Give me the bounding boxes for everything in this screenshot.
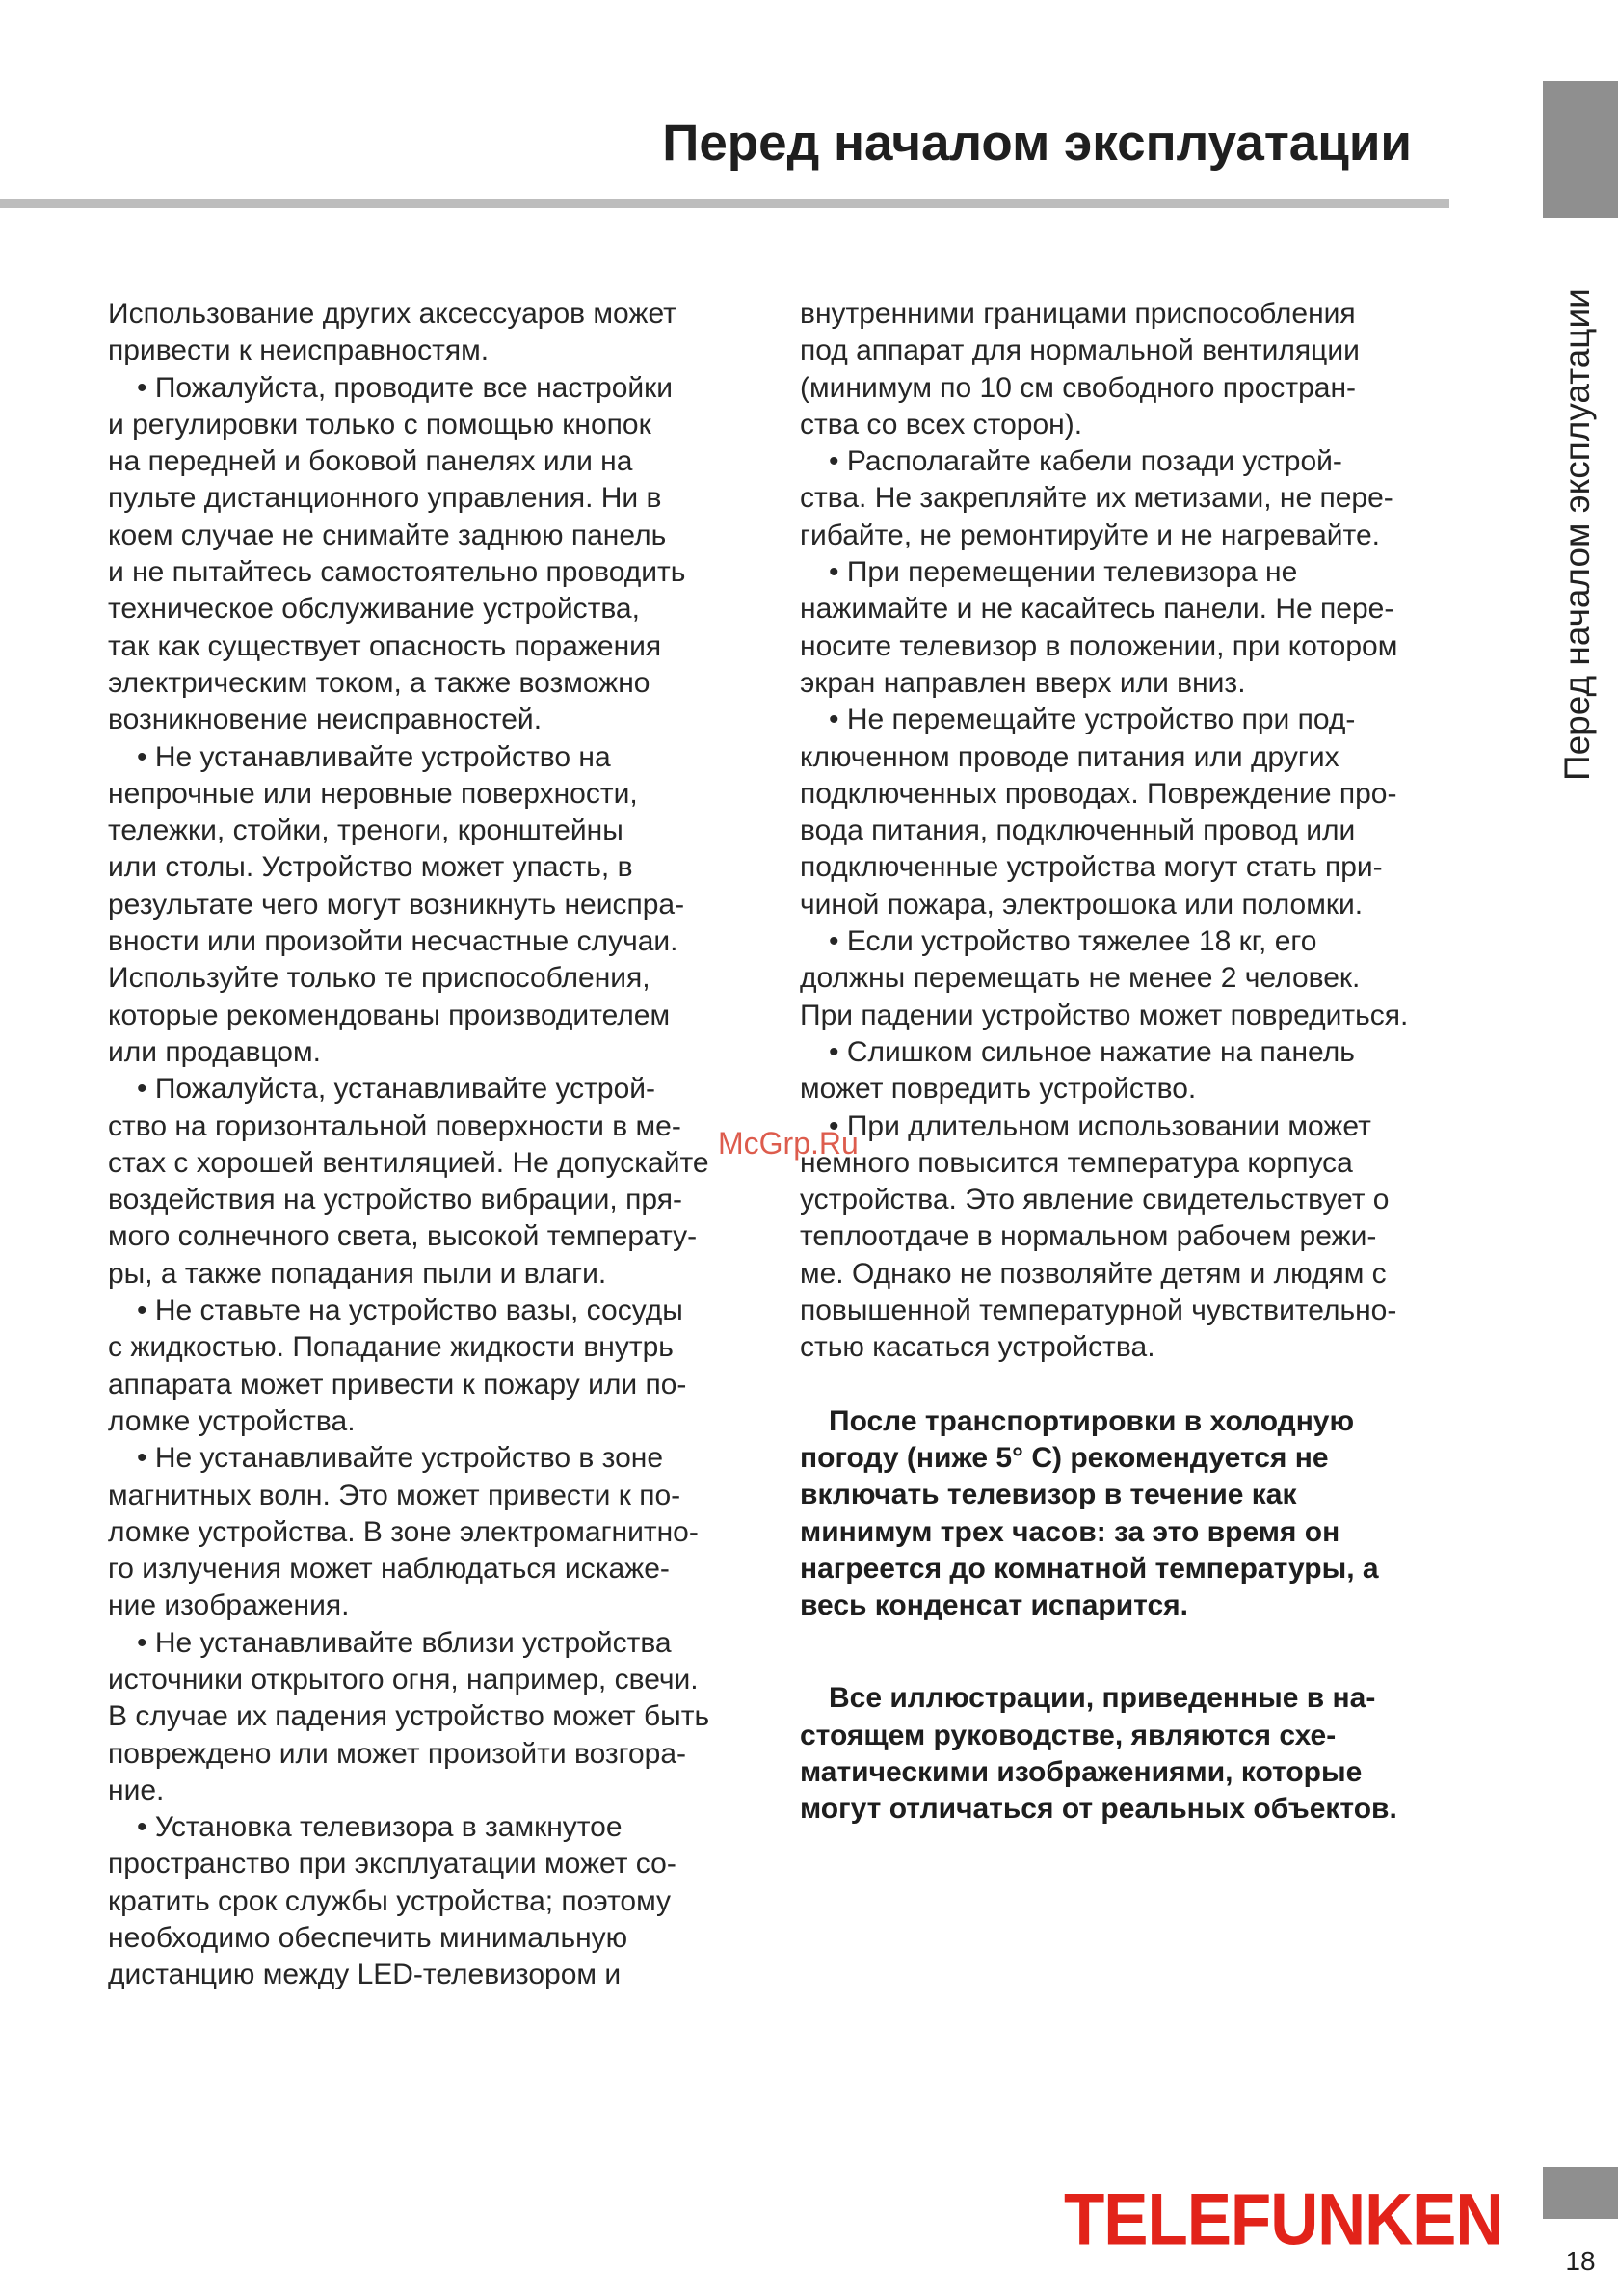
text-line: так как существует опасность поражения (108, 629, 662, 662)
text-line: нагреется до комнатной температуры, а (800, 1552, 1379, 1585)
right-column-body (800, 296, 1465, 1367)
text-line: • Не ставьте на устройство вазы, сосуды (137, 1295, 683, 1327)
text-line: и не пытайтесь самостоятельно проводить (108, 556, 686, 589)
text-line: коем случае не снимайте заднюю панель (108, 519, 667, 551)
text-line: ломке устройства. В зоне электромагнитно- (108, 1515, 699, 1548)
text-line: на передней и боковой панелях или на (108, 445, 633, 478)
text-line: которые рекомендованы производителем (108, 999, 671, 1031)
text-line: мого солнечного света, высокой температу- (108, 1220, 698, 1253)
text-line: При падении устройство может повредиться. (800, 999, 1409, 1031)
text-line: В случае их падения устройство может быть (108, 1700, 710, 1733)
left-text-column (108, 296, 773, 1994)
text-line: (минимум по 10 см свободного простран- (800, 371, 1357, 404)
text-line: повреждено или может произойти возгора- (108, 1737, 686, 1770)
text-line: вода питания, подключенный провод или (800, 814, 1356, 847)
page-title: Перед началом эксплуатации (662, 115, 1412, 172)
text-line: могут отличаться от реальных объектов. (800, 1793, 1397, 1826)
text-line: или продавцом. (108, 1035, 321, 1068)
text-line: электрическим током, а также возможно (108, 666, 650, 699)
text-line: ние изображения. (108, 1589, 350, 1622)
text-line: весь конденсат испарится. (800, 1589, 1188, 1622)
text-line: • Не перемещайте устройство при под- (829, 704, 1356, 736)
text-line: го излучения может наблюдаться искаже- (108, 1553, 670, 1586)
text-line: техническое обслуживание устройства, (108, 593, 640, 626)
text-line: стоящем руководстве, являются схе- (800, 1719, 1337, 1751)
text-line: дистанцию между LED-телевизором и (108, 1959, 622, 1991)
text-line: тележки, стойки, треноги, кронштейны (108, 814, 623, 847)
text-line: носите телевизор в положении, при котором (800, 629, 1398, 662)
right-text-column (800, 296, 1465, 1829)
text-line: После транспортировки в холодную (829, 1404, 1355, 1437)
text-line: подключенных проводах. Повреждение про- (800, 777, 1397, 810)
text-line: пульте дистанционного управления. Ни в (108, 482, 662, 515)
text-line: • Не устанавливайте вблизи устройства (137, 1626, 672, 1659)
text-line: Использование других аксессуаров может (108, 298, 676, 330)
text-line: теплоотдаче в нормальном рабочем режи- (800, 1220, 1377, 1253)
title-underline (0, 199, 1449, 208)
side-section-label: Перед началом эксплуатации (1557, 288, 1597, 781)
cold-transport-notice (800, 1403, 1465, 1625)
text-line: под аппарат для нормальной вентиляции (800, 334, 1360, 367)
text-line: • Пожалуйста, проводите все настройки (137, 371, 674, 404)
text-line: стью касаться устройства. (800, 1331, 1155, 1364)
text-line: и регулировки только с помощью кнопок (108, 408, 651, 441)
text-line: кратить срок службы устройства; поэтому (108, 1884, 672, 1917)
text-line: ства со всех сторон). (800, 408, 1083, 441)
text-line: Все иллюстрации, приведенные в на- (829, 1682, 1376, 1715)
text-line: экран направлен вверх или вниз. (800, 666, 1246, 699)
text-line: матическими изображениями, которые (800, 1755, 1363, 1788)
text-line: подключенные устройства могут стать при- (800, 851, 1383, 884)
page-number: 18 (1565, 2246, 1596, 2276)
text-line: ры, а также попадания пыли и влаги. (108, 1257, 607, 1290)
text-line: ние. (108, 1774, 165, 1806)
text-line: возникновение неисправностей. (108, 704, 543, 736)
text-line: ключенном проводе питания или других (800, 740, 1339, 773)
text-line: • Если устройство тяжелее 18 кг, его (829, 925, 1317, 958)
text-line: может повредить устройство. (800, 1073, 1197, 1106)
text-line: с жидкостью. Попадание жидкости внутрь (108, 1331, 674, 1364)
text-line: непрочные или неровные поверхности, (108, 777, 638, 810)
text-line: источники открытого огня, например, свечи. (108, 1663, 699, 1695)
text-line: • При длительном использовании может (829, 1109, 1371, 1142)
text-line: ства. Не закрепляйте их метизами, не пере- (800, 482, 1393, 515)
text-line: привести к неисправностям. (108, 334, 490, 367)
text-line: • При перемещении телевизора не (829, 556, 1298, 589)
text-line: погоду (ниже 5° С) рекомендуется не (800, 1441, 1329, 1474)
text-line: • Располагайте кабели позади устрой- (829, 445, 1342, 478)
page-number-tab (1543, 2167, 1618, 2219)
side-tab-marker (1543, 81, 1618, 218)
text-line: необходимо обеспечить минимальную (108, 1922, 628, 1955)
text-line: • Пожалуйста, устанавливайте устрой- (137, 1073, 656, 1106)
text-line: ломке устройства. (108, 1404, 356, 1437)
text-line: или столы. Устройство может упасть, в (108, 851, 633, 884)
text-line: аппарата может привести к пожару или по- (108, 1368, 687, 1401)
text-line: пространство при эксплуатации может со- (108, 1848, 676, 1881)
text-line: чиной пожара, электрошока или поломки. (800, 888, 1364, 921)
text-line: • Слишком сильное нажатие на панель (829, 1035, 1355, 1068)
text-line: вности или произойти несчастные случаи. (108, 925, 678, 958)
text-line: стах с хорошей вентиляцией. Не допускайте (108, 1146, 709, 1179)
text-line: нажимайте и не касайтесь панели. Не пере- (800, 593, 1394, 626)
text-line: гибайте, не ремонтируйте и не нагревайте. (800, 519, 1380, 551)
text-line: воздействия на устройство вибрации, пря- (108, 1184, 682, 1216)
text-line: минимум трех часов: за это время он (800, 1515, 1340, 1548)
text-line: • Установка телевизора в замкнутое (137, 1811, 623, 1844)
text-line: Используйте только те приспособления, (108, 962, 650, 995)
text-line: внутренними границами приспособления (800, 298, 1356, 330)
text-line: устройства. Это явление свидетельствует о (800, 1184, 1390, 1216)
text-line: • Не устанавливайте устройство на (137, 740, 611, 773)
watermark-text: McGrp.Ru (718, 1126, 859, 1161)
text-line: немного повысится температура корпуса (800, 1146, 1353, 1179)
text-line: должны перемещать не менее 2 человек. (800, 962, 1361, 995)
text-line: результате чего могут возникнуть неиспра- (108, 888, 685, 921)
text-line: • Не устанавливайте устройство в зоне (137, 1442, 664, 1475)
text-line: повышенной температурной чувствительно- (800, 1295, 1397, 1327)
brand-logo: TELEFUNKEN (1064, 2177, 1503, 2260)
text-line: ме. Однако не позволяйте детям и людям с (800, 1257, 1387, 1290)
text-line: ство на горизонтальной поверхности в ме- (108, 1109, 681, 1142)
text-line: магнитных волн. Это может привести к по- (108, 1479, 681, 1511)
illustrations-notice (800, 1680, 1465, 1828)
text-line: включать телевизор в течение как (800, 1479, 1297, 1511)
